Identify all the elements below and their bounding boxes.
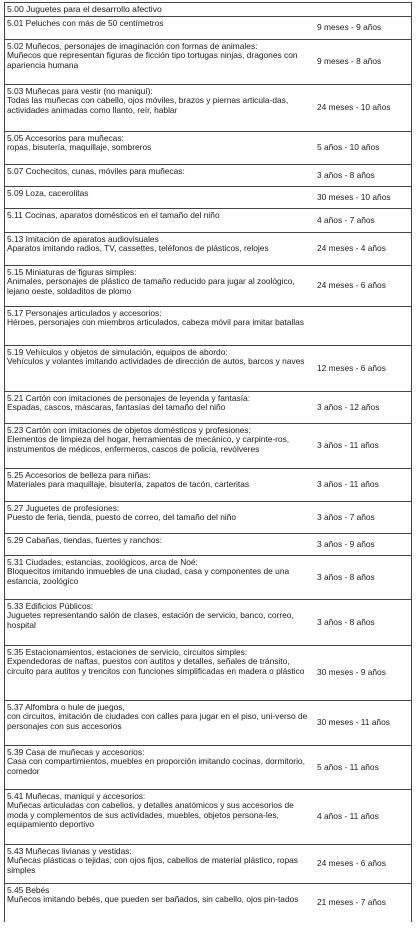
row-detail: Puesto de feria, tienda, puesto de correo, del tamaño del niño (7, 512, 237, 523)
row-title: 5.35 Estacionamientos, estaciones de servicio, circuitos simples: (7, 647, 248, 657)
row-description (5, 534, 311, 555)
row-title: 5.39 Casa de muñecas y accesorios: (7, 747, 145, 757)
row-detail: Muñecas articuladas con cabellos, y detalles anatómicos y sus accesorios de moda y complementos de sus actividades, muebles, objetos persona-les, equipamiento deportivo (7, 800, 294, 830)
row-detail: Materiales para maquillaje, bisutería, zapatos de tacón, carteritas (7, 479, 250, 490)
row-description (5, 469, 311, 501)
row-description (5, 646, 311, 700)
row-detail: Bloquecitos imitando inmuebles de una ciudad, casa y componentes de una estancia, zoológico (7, 566, 290, 586)
row-detail: Expendedoras de naftas, puestos con autitos y detalles, señales de tránsito, circuito para autitos y trencitos con funciones simplificadas en madera o plástico (7, 656, 305, 676)
row-description (5, 600, 311, 645)
row-title: 5.19 Vehículos y objetos de simulación, equipos de abordo: (7, 347, 228, 357)
table-row (5, 424, 411, 469)
section-header: 5.00 Juguetes para el desarrollo afectivo (5, 3, 411, 17)
table-row (5, 884, 411, 922)
row-title: 5.21 Cartón con imitaciones de personajes de leyenda y fantasía: (7, 393, 251, 403)
row-age-range: 30 meses - 10 años (317, 191, 391, 202)
table-row (5, 556, 411, 600)
row-description (5, 187, 311, 208)
row-title: 5.11 Cocinas, aparatos domésticos en el tamaño del niño (7, 210, 220, 220)
row-title: 5.17 Personajes articulados y accesorios: (7, 308, 162, 318)
row-description (5, 209, 311, 232)
row-detail: Muñecos que representan figuras de ficción tipo tortugas ninjas, dragones con apariencia humana (7, 50, 298, 70)
row-title: 5.45 Bebés (7, 885, 50, 895)
row-title: 5.05 Accesorios para muñecas: (7, 133, 124, 143)
row-description (5, 884, 311, 922)
row-detail: Héroes, personajes con miembros articulados, cabeza móvil para imitar batallas (7, 317, 304, 328)
row-title: 5.23 Cartón con imitaciones de objetos domésticos y profesiones: (7, 425, 251, 435)
row-age-range: 3 años - 8 años (317, 571, 375, 582)
row-description (5, 845, 311, 883)
table-row (5, 165, 411, 187)
row-age-range: 3 años - 8 años (317, 616, 375, 627)
row-title: 5.13 Imitación de aparatos audiovisuales (7, 234, 159, 244)
table-row (5, 187, 411, 209)
row-age-range: 12 meses - 6 años (317, 362, 386, 373)
row-title: 5.43 Muñecas livianas y vestidas: (7, 846, 132, 856)
table-row (5, 85, 411, 132)
row-age-range (311, 307, 411, 345)
row-age-range: 3 años - 9 años (317, 538, 375, 549)
row-age-range: 4 años - 11 años (317, 811, 379, 822)
row-detail: Juguetes representando salón de clases, estación de servicio, banco, correo, hospital (7, 610, 294, 630)
row-detail: Todas las muñecas con cabello, ojos móviles, brazos y piernas articula-das, actividades animadas como llanto, reír, hablar (7, 95, 289, 115)
table-row (5, 701, 411, 746)
table-row (5, 845, 411, 884)
row-age-range: 30 meses - 9 años (317, 667, 386, 678)
table-row (5, 17, 411, 40)
table-row (5, 233, 411, 266)
row-age-range: 3 años - 11 años (317, 440, 379, 451)
row-description (5, 132, 311, 164)
row-description (5, 701, 311, 745)
table-row (5, 266, 411, 307)
table-row (5, 307, 411, 346)
row-detail: Aparatos imitando radios, TV, cassettes, teléfonos de plásticos, relojes (7, 243, 269, 254)
row-age-range: 3 años - 7 años (317, 511, 375, 522)
row-age-range: 30 meses - 11 años (317, 717, 390, 728)
row-detail: Vehículos y volantes imitando actividades de dirección de autos, barcos y naves (7, 356, 305, 367)
row-age-range: 24 meses - 4 años (317, 243, 386, 254)
row-age-range: 3 años - 12 años (317, 401, 380, 412)
row-age-range: 5 años - 10 años (317, 142, 380, 153)
row-title: 5.09 Loza, cacerolitas (7, 188, 89, 198)
row-title: 5.07 Cochecitos, cunas, móviles para muñecas: (7, 166, 185, 176)
table-row (5, 534, 411, 556)
row-description (5, 346, 311, 391)
row-description (5, 502, 311, 533)
table-row (5, 600, 411, 646)
row-detail: Casa con compartimientos, muebles en proporción imitando cocinas, dormitorio, comedor (7, 756, 305, 776)
row-age-range: 21 meses - 7 años (317, 897, 386, 908)
row-detail: con circuitos, imitación de ciudades con calles para jugar en el piso, uni-verso de personajes con sus accesorios (7, 711, 308, 731)
row-description (5, 17, 311, 39)
table-row (5, 346, 411, 392)
table-row (5, 469, 411, 502)
row-age-range: 3 años - 11 años (317, 479, 379, 490)
row-description (5, 40, 311, 84)
row-title: 5.33 Edificios Públicos: (7, 601, 94, 611)
row-age-range: 24 meses - 6 años (317, 858, 386, 869)
row-title: 5.03 Muñecas para vestir (no maniquí): (7, 86, 153, 96)
table-row (5, 392, 411, 424)
row-age-range: 3 años - 8 años (317, 169, 375, 180)
row-description (5, 392, 311, 423)
row-age-range: 9 meses - 8 años (317, 56, 382, 67)
row-description (5, 266, 311, 306)
table-row (5, 40, 411, 85)
row-title: 5.27 Juguetes de profesiones: (7, 503, 120, 513)
row-detail: ropas, bisutería, maquillaje, sombreros (7, 142, 152, 153)
row-description (5, 790, 311, 844)
row-title: 5.29 Cabañas, tiendas, fuertes y ranchos: (7, 535, 163, 545)
table-row (5, 746, 411, 790)
table-row (5, 790, 411, 845)
row-description (5, 85, 311, 131)
row-detail: Elementos de limpieza del hogar, herramientas de mecánico, y carpinte-ros, instrumentos de médicos, enfermeros, cascos de policía, revólveres (7, 434, 290, 454)
row-age-range: 4 años - 7 años (317, 214, 375, 225)
row-detail: Muñecas plásticas o tejidas, con ojos fijos, cabellos de material plástico, ropas simples (7, 855, 298, 875)
row-description (5, 424, 311, 468)
table-row (5, 646, 411, 701)
row-title: 5.31 Ciudades, estancias, zoológicos, arca de Noé: (7, 557, 198, 567)
table-row (5, 132, 411, 165)
row-detail: Espadas, cascos, máscaras, fantasías del tamaño del niño (7, 402, 226, 413)
row-title: 5.15 Miniaturas de figuras simples: (7, 267, 137, 277)
row-description (5, 556, 311, 599)
row-detail: Animales, personajes de plástico de tamaño reducido para jugar al zoológico, lejano oeste, soldaditos de plomo (7, 276, 295, 296)
row-description (5, 307, 311, 345)
row-age-range: 24 meses - 6 años (317, 280, 386, 291)
row-title: 5.37 Alfombra o hule de juegos, (7, 702, 125, 712)
row-title: 5.01 Peluches con más de 50 centímetros (7, 18, 164, 28)
row-description (5, 165, 311, 186)
row-detail: Muñecos imitando bebés, que pueden ser bañados, sin cabello, ojos pin-tados (7, 894, 299, 905)
row-description (5, 746, 311, 789)
row-title: 5.41 Muñecas, maniquí y accesorios: (7, 791, 146, 801)
row-age-range: 5 años - 11 años (317, 761, 379, 772)
row-age-range: 9 meses - 9 años (317, 22, 382, 33)
row-description (5, 233, 311, 265)
row-title: 5.25 Accesorios de belleza para niñas: (7, 470, 151, 480)
table-row (5, 502, 411, 534)
row-age-range: 24 meses - 10 años (317, 102, 391, 113)
toy-classification-table (4, 2, 412, 922)
table-row (5, 209, 411, 233)
row-title: 5.02 Muñecos, personajes de imaginación con formas de animales: (7, 41, 258, 51)
